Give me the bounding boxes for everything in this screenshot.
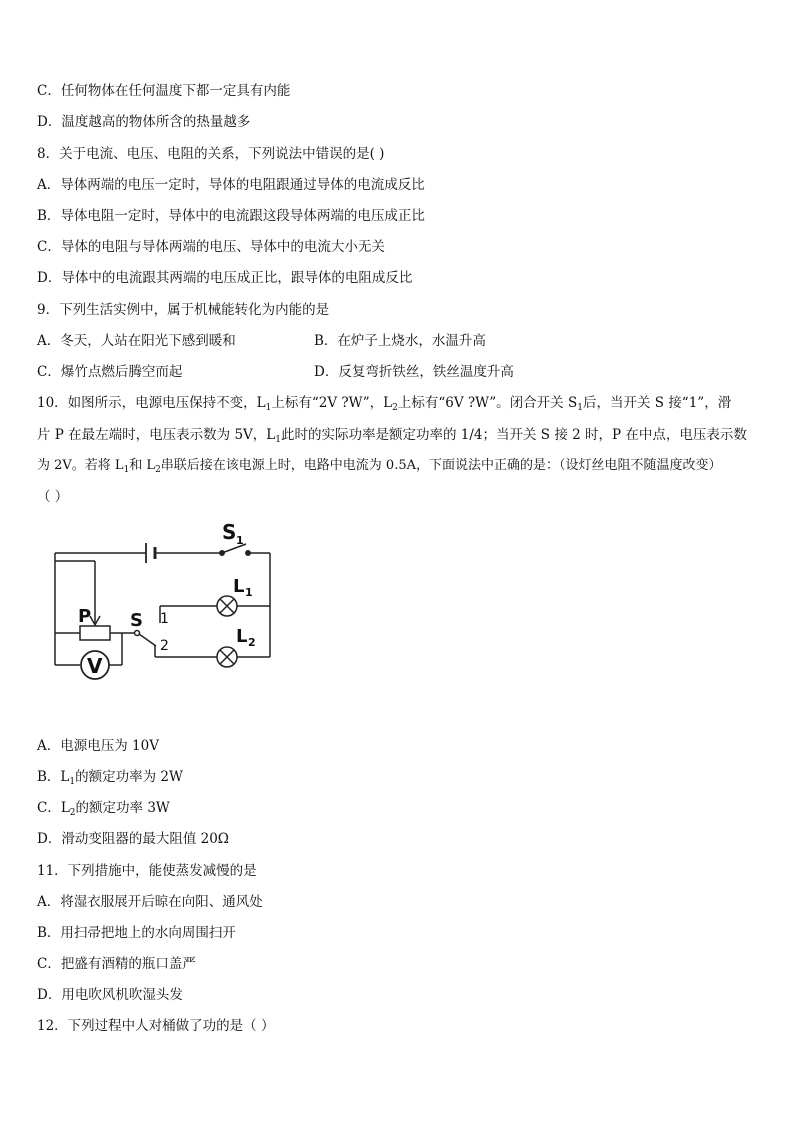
q10-option-text: B．L	[37, 769, 70, 785]
q9-option-b: B．在炉子上烧水，水温升高	[314, 333, 486, 349]
q11-option-c: C．把盛有酒精的瓶口盖严	[37, 956, 196, 972]
q10-option-text: C．L	[37, 800, 70, 816]
subscript: 2	[392, 403, 398, 413]
subscript: 1	[265, 403, 272, 413]
q8-option-c: C．导体的电阻与导体两端的电压、导体中的电流大小无关	[37, 239, 385, 255]
label-l1: L	[233, 576, 245, 597]
label-s1: S	[222, 520, 237, 544]
q10-option-b	[37, 767, 183, 792]
q9-option-d: D．反复弯折铁丝，铁丝温度升高	[314, 364, 514, 380]
subscript: 2	[69, 808, 76, 818]
q12-stem: 12．下列过程中人对桶做了功的是（ ）	[37, 1018, 275, 1034]
q9-stem: 9．下列生活实例中，属于机械能转化为内能的是	[37, 302, 330, 318]
q11-option-b: B．用扫帚把地上的水向周围扫开	[37, 925, 236, 941]
q10-answer-bracket: （ ）	[37, 489, 69, 505]
q7-option-c: C．任何物体在任何温度下都一定具有内能	[37, 83, 291, 99]
q10-option-d: D．滑动变阻器的最大阻值 20Ω	[37, 831, 229, 847]
label-s: S	[130, 610, 143, 631]
label-contact-1: 1	[160, 611, 169, 627]
label-s1-sub: 1	[236, 534, 244, 547]
q8-option-a: A．导体两端的电压一定时，导体的电阻跟通过导体的电流成反比	[37, 177, 425, 193]
q7-option-d: D．温度越高的物体所含的热量越多	[37, 114, 251, 130]
label-l1-sub: 1	[245, 586, 253, 599]
label-l2-sub: 2	[248, 636, 256, 649]
q10-circuit-diagram	[50, 515, 280, 690]
subscript: 1	[123, 465, 130, 475]
q10-stem-text: 为 2V。若将 L	[37, 458, 124, 473]
q10-stem-text: 后，当开关 S 接“1”，滑	[582, 395, 732, 411]
q10-stem-text: 10．如图所示，电源电压保持不变，L	[37, 395, 266, 411]
q11-option-a: A．将湿衣服展开后晾在向阳、通风处	[37, 894, 263, 910]
q10-stem-text: 此时的实际功率是额定功率的 1/4；当开关 S 接 2 时，P 在中点，电压表示数	[281, 427, 747, 443]
q10-stem-line-3	[37, 456, 722, 480]
subscript: 1	[577, 403, 583, 413]
switch-s-pivot	[135, 631, 140, 636]
q10-stem-text: 和 L	[129, 458, 156, 473]
q11-stem: 11．下列措施中，能使蒸发减慢的是	[37, 863, 257, 879]
q10-option-text: 的额定功率为 2W	[75, 769, 183, 785]
q10-stem-text: 片 P 在最左端时，电压表示数为 5V，L	[37, 427, 276, 443]
q8-option-b: B．导体电阻一定时，导体中的电流跟这段导体两端的电压成正比	[37, 208, 425, 224]
q11-option-d: D．用电吹风机吹湿头发	[37, 987, 183, 1003]
q10-stem-line-2	[37, 425, 747, 450]
subscript: 1	[69, 777, 76, 787]
label-voltmeter: V	[87, 654, 103, 678]
q10-stem-text: 上标有“2V ?W”，L	[271, 395, 393, 411]
q9-option-a: A．冬天，人站在阳光下感到暖和	[37, 333, 236, 349]
q10-option-c	[37, 798, 170, 823]
q10-option-a: A．电源电压为 10V	[37, 738, 159, 754]
q10-stem-text: 串联后接在该电源上时，电路中电流为 0.5A，下面说法中正确的是：（设灯丝电阻不随温度改变）	[160, 458, 722, 473]
label-p: P	[78, 606, 92, 627]
q9-option-c: C．爆竹点燃后腾空而起	[37, 364, 183, 380]
label-contact-2: 2	[160, 638, 169, 654]
subscript: 1	[275, 435, 281, 445]
q10-stem-line-1	[37, 393, 731, 418]
q10-option-text: 的额定功率 3W	[75, 800, 170, 816]
q10-stem-text: 上标有“6V ?W”。闭合开关 S	[397, 395, 578, 411]
switch-s-blade	[139, 634, 156, 646]
subscript: 2	[155, 465, 161, 475]
label-l2: L	[236, 626, 248, 647]
q8-stem: 8．关于电流、电压、电阻的关系，下列说法中错误的是( )	[37, 146, 385, 162]
rheostat	[80, 626, 110, 640]
q8-option-d: D．导体中的电流跟其两端的电压成正比，跟导体的电阻成反比	[37, 270, 413, 286]
